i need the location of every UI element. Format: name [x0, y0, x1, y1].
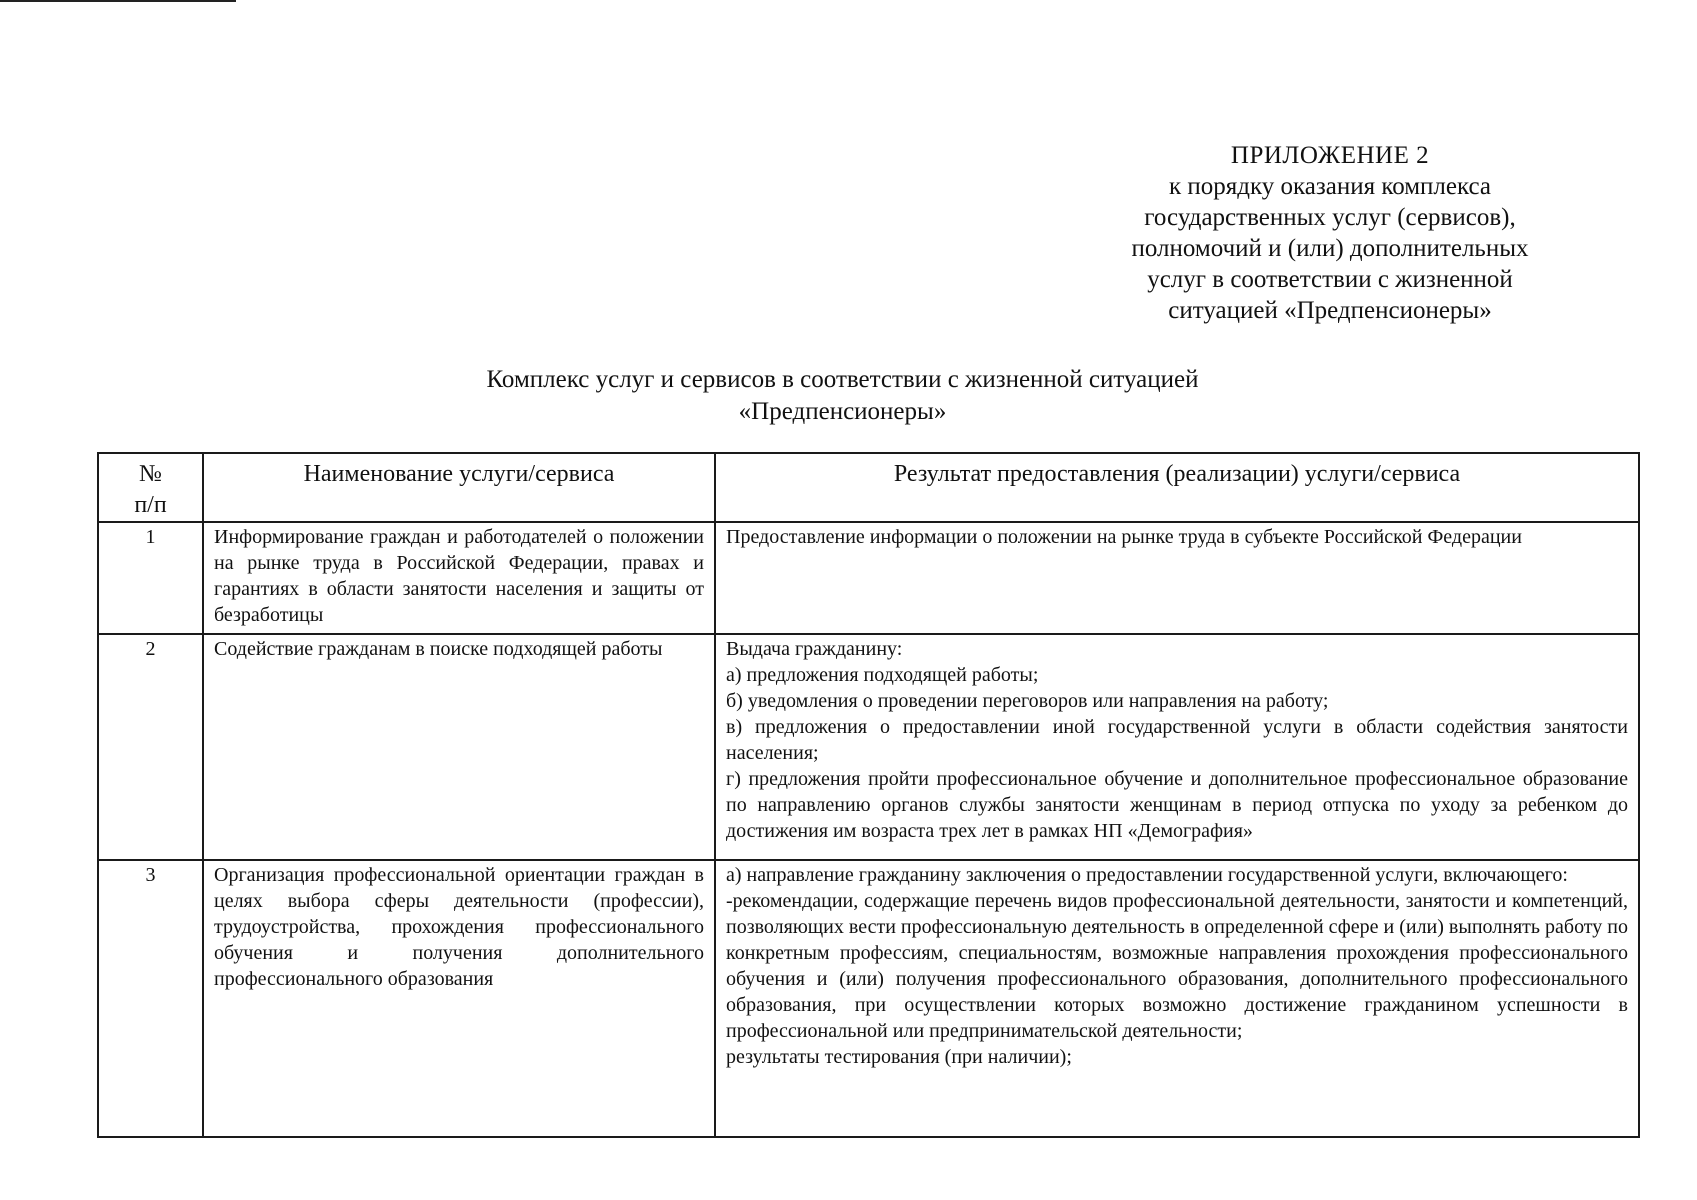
result-line: а) направление гражданину заключения о предоставлении государственной услуги, включающего: [726, 864, 1568, 886]
header-number-line: п/п [134, 492, 167, 518]
result-line: б) уведомления о проведении переговоров или направления на работу; [726, 690, 1329, 712]
result-line: Предоставление информации о положении на рынке труда в субъекте Российской Федерации [726, 526, 1522, 548]
result-line: г) предложения пройти профессиональное обучение и дополнительное профессиональное образование по направлению органов службы занятости женщинам в период отпуска по уходу за ребенком до достижения им возраста трех лет в рамках НП «Демография» [726, 768, 1628, 842]
service-result [715, 634, 1639, 860]
service-result [715, 522, 1639, 634]
service-name: Информирование граждан и работодателей о положении на рынке труда в Российской Федерации, правах и гарантиях в области занятости населения и защиты от безработицы [203, 522, 715, 634]
appendix-title: ПРИЛОЖЕНИЕ 2 [1230, 142, 1430, 169]
header-service-name: Наименование услуги/сервиса [203, 453, 715, 522]
document-title-line: «Предпенсионеры» [738, 398, 947, 425]
header-result: Результат предоставления (реализации) услуги/сервиса [715, 453, 1639, 522]
result-line: а) предложения подходящей работы; [726, 664, 1039, 686]
result-line: Выдача гражданину: [726, 638, 903, 660]
table-row [98, 634, 1639, 860]
appendix-line: к порядку оказания комплекса [1168, 173, 1492, 200]
document-title-line: Комплекс услуг и сервисов в соответствии с жизненной ситуацией [486, 366, 1199, 393]
document-title [380, 364, 1305, 428]
row-number: 3 [98, 860, 203, 1137]
table-row [98, 522, 1639, 634]
row-number: 2 [98, 634, 203, 860]
appendix-line: полномочий и (или) дополнительных [1131, 235, 1529, 262]
result-line: в) предложения о предоставлении иной государственной услуги в области содействия занятости населения; [726, 716, 1628, 764]
appendix-line: государственных услуг (сервисов), [1144, 204, 1516, 231]
result-line: результаты тестирования (при наличии); [726, 1046, 1072, 1068]
appendix-line: услуг в соответствии с жизненной [1147, 266, 1513, 293]
appendix-header [1080, 140, 1580, 326]
service-name: Содействие гражданам в поиске подходящей работы [203, 634, 715, 860]
result-line: -рекомендации, содержащие перечень видов профессиональной деятельности, занятости и компетенций, позволяющих вести профессиональную деятельность в определенной сфере и (или) выполнять работу по конкретным профессиям, специальностям, возможные направления прохождения профессионального обучения и (или) получения профессионального образования, дополнительного профессионального образования, при осуществлении которых возможно достижение гражданином успешности в профессиональной или предпринимательской деятельности; [726, 890, 1628, 1042]
header-number [98, 453, 203, 522]
services-table [97, 452, 1640, 1138]
table-row [98, 860, 1639, 1137]
service-name: Организация профессиональной ориентации граждан в целях выбора сферы деятельности (профессии), трудоустройства, прохождения профессионального обучения и получения дополнительного профессионального образования [203, 860, 715, 1137]
row-number: 1 [98, 522, 203, 634]
header-number-line: № [139, 461, 162, 487]
service-result [715, 860, 1639, 1137]
appendix-line: ситуацией «Предпенсионеры» [1168, 297, 1492, 324]
table-header-row [98, 453, 1639, 522]
top-rule [0, 0, 236, 2]
